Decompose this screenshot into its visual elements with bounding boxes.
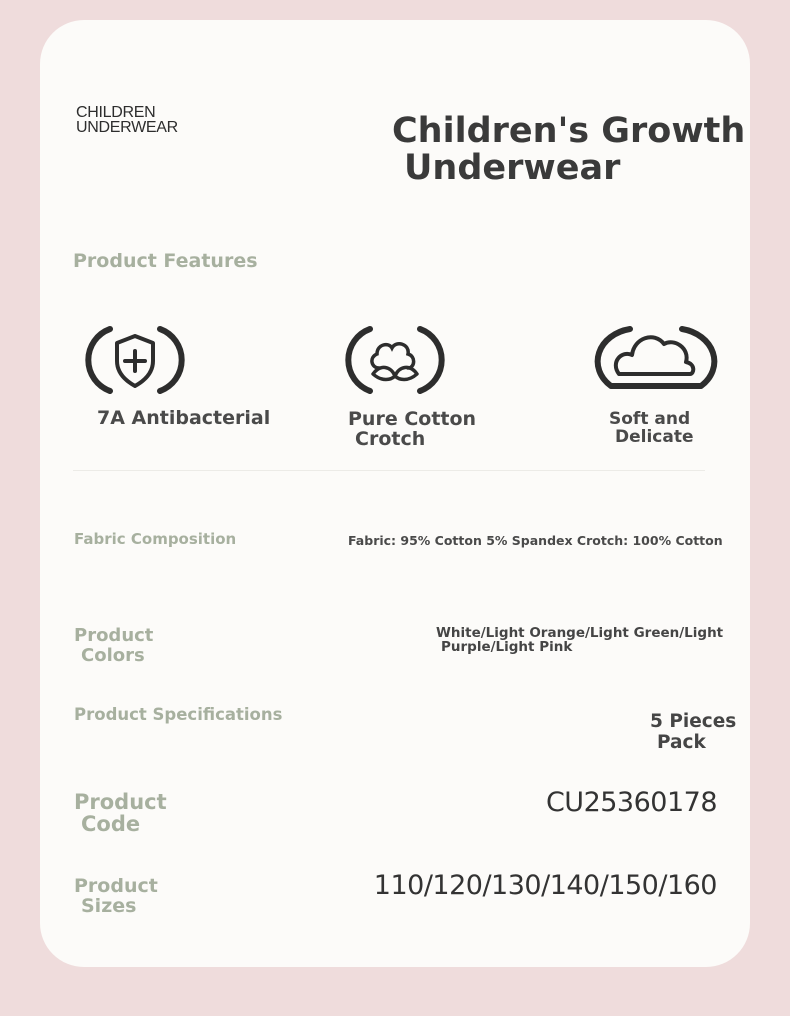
code-label — [74, 791, 167, 835]
feature-soft-label — [609, 410, 694, 446]
feature-label-line-1: Soft and — [609, 409, 691, 429]
colors-label-line-2: Colors — [81, 645, 145, 666]
fabric-value: Fabric: 95% Cotton 5% Spandex Crotch: 100% Cotton — [348, 533, 723, 548]
colors-value-line-1: White/Light Orange/Light Green/Light — [436, 625, 724, 641]
specs-value-line-2: Pack — [657, 732, 706, 753]
feature-soft — [594, 324, 718, 403]
feature-antibacterial-label — [97, 408, 270, 428]
title-line-2: Underwear — [404, 148, 621, 188]
brand-line-1: CHILDREN — [76, 104, 156, 121]
shield-plus-icon — [73, 324, 197, 398]
spec-card — [40, 20, 750, 967]
feature-cotton-label — [348, 409, 476, 449]
cloud-icon — [594, 324, 718, 398]
cotton-flower-icon — [333, 324, 457, 398]
sizes-label-line-1: Product — [74, 875, 158, 897]
colors-label — [74, 626, 153, 666]
title-line-1: Children's Growth — [392, 111, 746, 151]
colors-value-line-2: Purple/Light Pink — [441, 639, 573, 655]
sizes-label — [74, 876, 158, 916]
features-heading: Product Features — [73, 250, 258, 272]
divider — [73, 470, 705, 471]
feature-label-line-2: Delicate — [615, 427, 694, 447]
code-value: CU25360178 — [545, 787, 717, 818]
brand-logo — [76, 105, 178, 135]
sizes-label-line-2: Sizes — [81, 895, 137, 917]
specs-value — [650, 711, 750, 753]
feature-cotton — [333, 324, 457, 403]
specs-label: Product Specifications — [74, 705, 283, 724]
colors-value — [436, 626, 723, 654]
feature-antibacterial — [73, 324, 197, 403]
page-title — [392, 113, 752, 187]
fabric-label: Fabric Composition — [74, 530, 237, 548]
code-label-line-2: Code — [81, 812, 141, 836]
specs-value-line-1: 5 Pieces — [650, 711, 737, 732]
brand-line-2: UNDERWEAR — [76, 119, 178, 136]
feature-label-line-2: Crotch — [355, 428, 426, 450]
code-label-line-1: Product — [74, 790, 167, 814]
sizes-value: 110/120/130/140/150/160 — [373, 870, 717, 901]
feature-label-line-1: Pure Cotton — [348, 408, 477, 430]
feature-label-line-1: 7A Antibacterial — [97, 407, 271, 429]
colors-label-line-1: Product — [74, 625, 154, 646]
